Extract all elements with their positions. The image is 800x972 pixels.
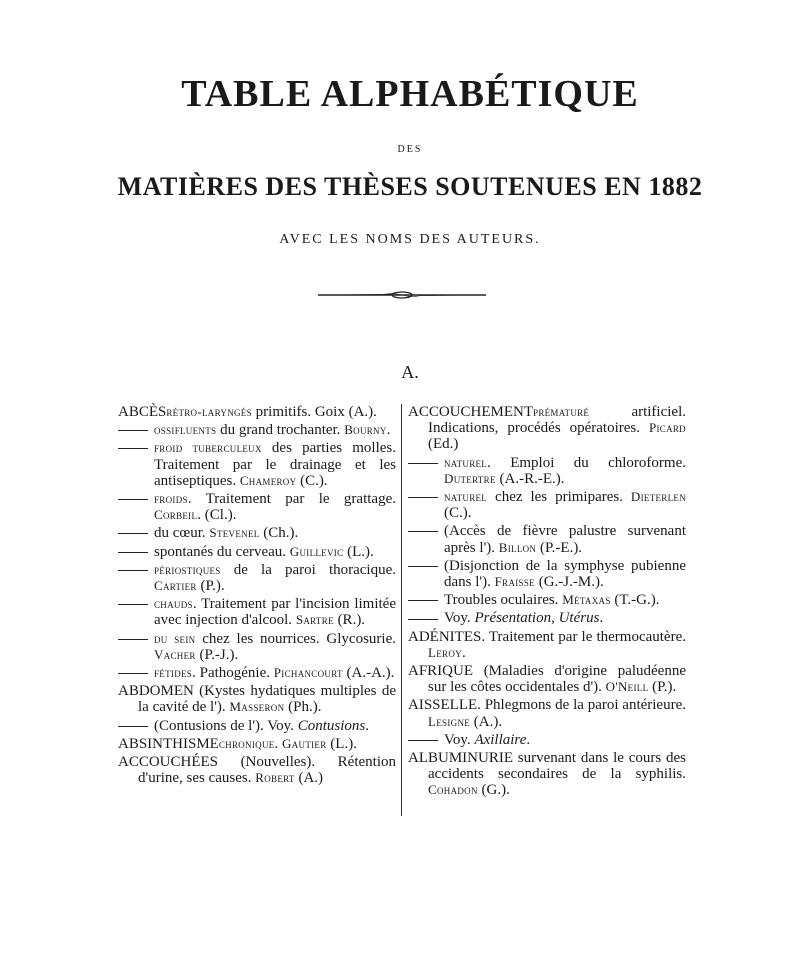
entry-qualifier: chronique: [218, 735, 275, 751]
author-initials: (A.): [294, 770, 324, 787]
entry-text: des parties molles. Traitement par le drainage et les antiseptiques.: [154, 440, 396, 489]
index-subentry: [118, 525, 396, 541]
index-entry: [118, 754, 396, 786]
index-entry: [118, 736, 396, 752]
index-subentry: [118, 440, 396, 489]
index-subentry: [118, 631, 396, 663]
author-initials: .: [526, 731, 531, 748]
author-initials: (G.-J.-M.).: [534, 574, 604, 591]
index-subentry: [408, 523, 686, 555]
repeat-dash: [118, 639, 148, 640]
author-initials: (Ed.): [428, 436, 459, 453]
index-subentry: [408, 558, 686, 590]
entry-qualifier: fétides: [154, 665, 193, 681]
index-subentry: [408, 489, 686, 521]
author-name: Billon: [498, 539, 537, 555]
entry-qualifier: froid tuberculeux: [154, 440, 262, 456]
author-initials: (P.-E.).: [536, 539, 583, 556]
author-name: Bourny: [344, 422, 387, 438]
author-initials: (G.).: [477, 782, 510, 799]
entry-qualifier: chauds: [154, 596, 193, 612]
index-subentry: [408, 592, 686, 608]
entry-text: . Pathogénie.: [192, 665, 274, 682]
authors-line: AVEC LES NOMS DES AUTEURS.: [279, 232, 541, 247]
index-entry: [408, 697, 686, 729]
entry-qualifier: prématuré: [533, 404, 590, 419]
entry-text: Voy.: [444, 610, 475, 627]
author-name: Vacher: [154, 646, 196, 662]
index-entry: [408, 629, 686, 661]
index-entry: [408, 750, 686, 799]
entry-qualifier: naturel: [444, 454, 488, 470]
entry-heading: ALBUMINURIE: [408, 750, 513, 767]
entry-text: chez les primipares.: [487, 489, 631, 506]
repeat-dash: [118, 499, 148, 500]
author-initials: (L.).: [343, 543, 374, 560]
repeat-dash: [408, 566, 438, 567]
repeat-dash: [118, 604, 148, 605]
author-name: Dutertre: [444, 470, 496, 486]
entry-heading: ACCOUCHEMENT: [408, 404, 534, 420]
author-name: O'Neill: [605, 679, 649, 695]
index-entry: [408, 404, 686, 453]
author-initials: .: [599, 610, 604, 627]
repeat-dash: [408, 463, 438, 464]
cross-reference: Présentation, Utérus: [474, 610, 600, 627]
author-initials: .: [386, 422, 391, 439]
page-title: TABLE ALPHABÉTIQUE: [181, 73, 639, 115]
entry-text: . Traitement par le thermocautère.: [481, 628, 686, 645]
repeat-dash: [408, 497, 438, 498]
repeat-dash: [118, 448, 148, 449]
index-subentry: [118, 665, 396, 681]
author-name: Fraisse: [494, 574, 535, 590]
repeat-dash: [408, 619, 438, 620]
author-name: Guillevic: [289, 543, 344, 559]
right-column: [408, 404, 686, 801]
author-initials: (T.-G.).: [610, 592, 660, 609]
index-entry: [118, 683, 396, 715]
entry-heading: ABSINTHISME: [118, 735, 219, 752]
entry-text: Voy.: [444, 731, 475, 748]
entry-text: .: [274, 735, 283, 752]
entry-heading: AISSELLE: [408, 697, 478, 714]
author-name: Chameroy: [239, 472, 297, 488]
author-initials: (L.).: [326, 735, 357, 752]
entry-qualifier: rétro-laryngés: [166, 404, 252, 419]
author-initials: (Ch.).: [259, 525, 299, 542]
author-name: Corbeil: [154, 507, 198, 523]
entry-text: de la paroi thoracique.: [220, 561, 396, 578]
index-entry: [118, 404, 396, 420]
repeat-dash: [408, 740, 438, 741]
repeat-dash: [118, 533, 148, 534]
repeat-dash: [118, 552, 148, 553]
author-name: Cohadon: [428, 782, 478, 798]
entry-qualifier: naturel: [444, 489, 488, 505]
author-initials: . (Cl.).: [197, 507, 237, 524]
index-subentry: [118, 491, 396, 523]
author-name: Pichancourt: [273, 665, 343, 681]
author-name: Masseron: [229, 699, 285, 715]
entry-heading: ABDOMEN: [118, 683, 194, 700]
entry-heading: ADÉNITES: [408, 628, 482, 645]
author-initials: (C.).: [296, 472, 328, 489]
entry-text: Troubles oculaires.: [444, 592, 563, 609]
index-subentry: [408, 732, 686, 748]
repeat-dash: [118, 430, 148, 431]
index-subentry: [118, 422, 396, 438]
cross-reference: Contusions: [297, 717, 366, 734]
index-subentry: [118, 562, 396, 594]
index-subentry: [408, 610, 686, 626]
entry-text: spontanés du cerveau.: [154, 543, 290, 560]
index-subentry: [118, 718, 396, 734]
entry-heading: ABCÈS: [118, 404, 167, 420]
entry-text: chez les nourrices. Glycosurie.: [195, 630, 396, 647]
repeat-dash: [118, 726, 148, 727]
author-initials: (P.-J.).: [195, 646, 239, 663]
entry-text: (Contusions de l'). Voy.: [154, 717, 298, 734]
author-initials: (C.).: [444, 505, 472, 522]
entry-text: . Traitement par l'incision limitée avec injection d'alcool.: [154, 596, 396, 629]
author-name: Métaxas: [562, 592, 611, 608]
repeat-dash: [408, 600, 438, 601]
entry-qualifier: périostiques: [154, 561, 221, 577]
author-name: Lesigne: [428, 713, 471, 729]
author-name: Gautier: [282, 735, 327, 751]
entry-text: du grand trochanter.: [216, 422, 345, 439]
title-connector: DES: [397, 144, 423, 155]
repeat-dash: [408, 531, 438, 532]
section-letter: A.: [401, 362, 419, 382]
entry-text: (Accès de fièvre palustre survenant après l').: [444, 523, 686, 556]
entry-text: . Phlegmons de la paroi antérieure.: [477, 697, 686, 714]
index-entry: [408, 663, 686, 695]
entry-qualifier: froids: [154, 491, 188, 507]
entry-qualifier: du sein: [154, 630, 196, 646]
left-column: [118, 404, 396, 788]
author-initials: .: [365, 717, 369, 734]
author-name: Stevenel: [209, 525, 260, 541]
author-name: Sartre: [295, 612, 334, 628]
entry-text: du cœur.: [154, 525, 210, 542]
entry-text: primitifs. Goix (A.).: [251, 404, 377, 420]
author-name: Picard: [648, 420, 686, 436]
repeat-dash: [118, 673, 148, 674]
entry-heading: ACCOUCHÉES: [118, 754, 219, 771]
author-initials: (P.).: [196, 578, 225, 595]
author-name: Robert: [255, 770, 295, 786]
author-initials: (A.-R.-E.).: [495, 470, 565, 487]
index-subentry: [408, 455, 686, 487]
author-initials: (A.).: [470, 713, 503, 730]
entry-text: (Maladies d'origine paludéenne sur les côtes occidentales d').: [428, 663, 686, 696]
ornament-rule: [314, 288, 490, 302]
author-name: Dieterlen: [630, 489, 686, 505]
entry-qualifier: ossifluents: [154, 422, 217, 438]
entry-text: (Nouvelles). Rétention d'urine, ses causes.: [138, 754, 396, 787]
column-divider: [401, 404, 402, 816]
author-initials: (A.-A.).: [342, 665, 395, 682]
entry-text: . Emploi du chloroforme.: [487, 454, 686, 471]
entry-text: survenant dans le cours des accidents secondaires de la syphilis.: [428, 750, 686, 783]
author-initials: (R.).: [333, 612, 366, 629]
author-initials: .: [461, 644, 466, 661]
author-name: Leroy: [428, 644, 462, 660]
page-subtitle: MATIÈRES DES THÈSES SOUTENUES EN 1882: [117, 172, 703, 201]
author-initials: (Ph.).: [284, 699, 322, 716]
entry-text: (Disjonction de la symphyse pubienne dans l').: [444, 557, 686, 591]
index-subentry: [118, 544, 396, 560]
author-initials: (P.).: [648, 679, 677, 696]
entry-text: (Kystes hydatiques multiples de la cavité de l').: [138, 683, 396, 716]
cross-reference: Axillaire: [474, 731, 527, 748]
entry-text: artificiel. Indications, procédés opératoires.: [428, 404, 686, 437]
index-subentry: [118, 596, 396, 628]
author-name: Cartier: [154, 578, 197, 594]
entry-heading: AFRIQUE: [408, 663, 474, 680]
entry-text: . Traitement par le grattage.: [187, 491, 396, 508]
repeat-dash: [118, 570, 148, 571]
